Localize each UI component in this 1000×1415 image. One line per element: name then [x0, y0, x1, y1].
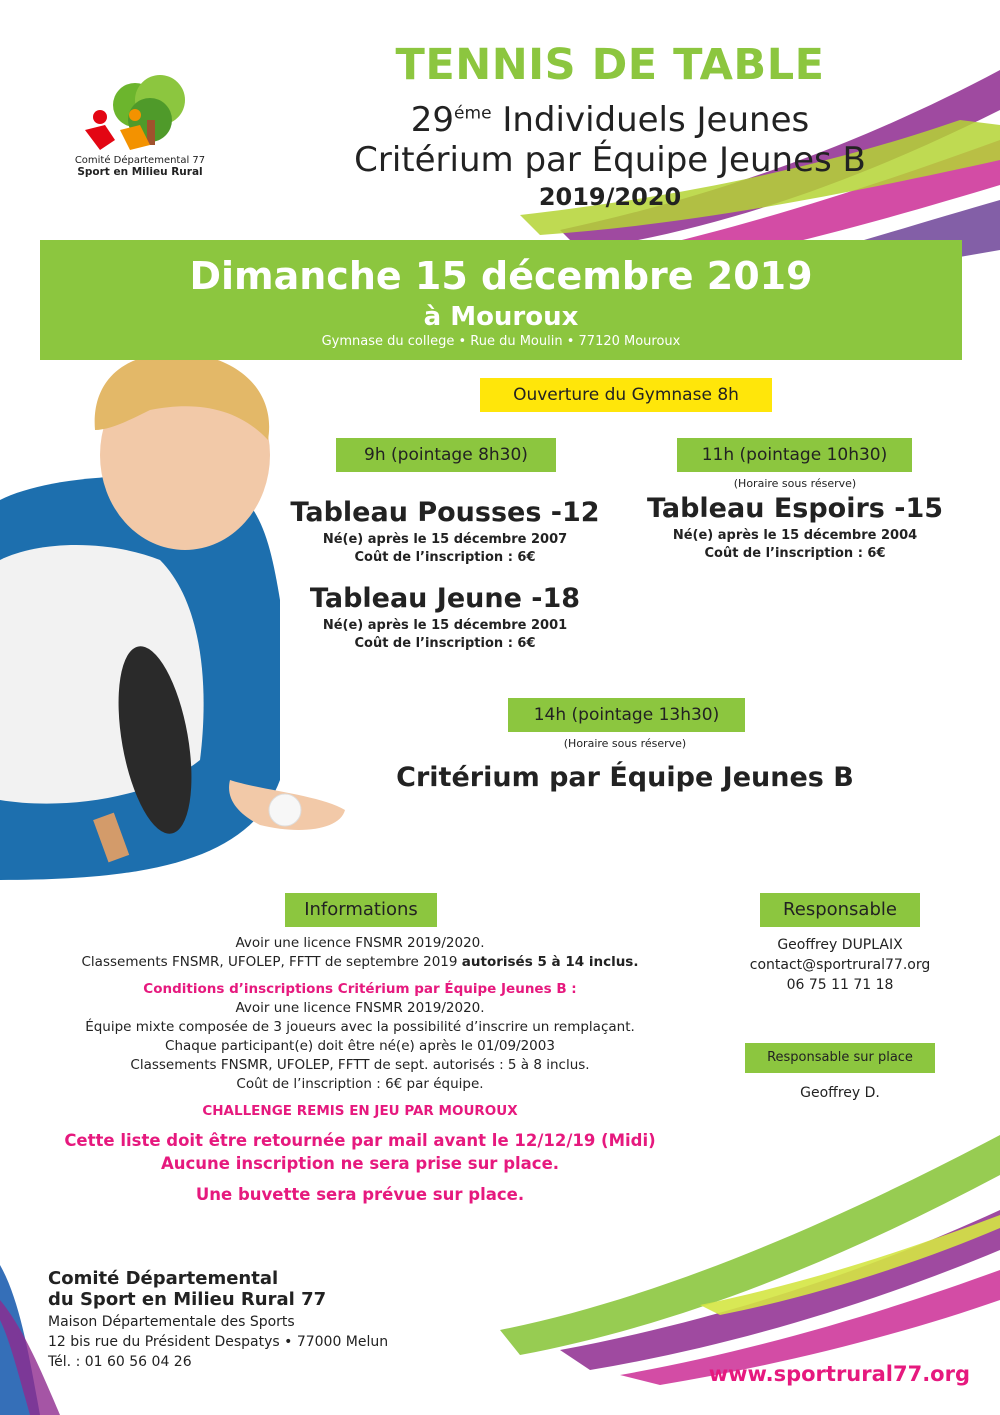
tableau-espoirs-cost: Coût de l’inscription : 6€: [704, 546, 886, 561]
website-link[interactable]: www.sportrural77.org: [708, 1362, 970, 1386]
condition-2: Équipe mixte composée de 3 joueurs avec la possibilité d’inscrire un remplaçant.: [85, 1019, 635, 1035]
onsite-heading: Responsable sur place: [745, 1043, 935, 1073]
subtitle-line1: [300, 100, 920, 140]
logo: [60, 155, 220, 178]
responsable-name: Geoffrey DUPLAIX: [777, 937, 903, 953]
info-line2-text: Classements FNSMR, UFOLEP, FFTT de septembre 2019: [81, 954, 462, 970]
session2-time-badge: 11h (pointage 10h30): [677, 438, 912, 472]
condition-4: Classements FNSMR, UFOLEP, FFTT de sept. autorisés : 5 à 8 inclus.: [130, 1057, 590, 1073]
responsable-email[interactable]: contact@sportrural77.org: [749, 957, 931, 973]
logo-line2: Sport en Milieu Rural: [77, 166, 203, 178]
condition-1: Avoir une licence FNSMR 2019/2020.: [235, 1000, 485, 1016]
opening-badge: Ouverture du Gymnase 8h: [480, 378, 772, 412]
page-title: TENNIS DE TABLE: [395, 40, 825, 90]
date-banner: [40, 240, 962, 360]
subtitle-line2: Critérium par Équipe Jeunes B: [354, 140, 866, 180]
footer-org-line2: du Sport en Milieu Rural 77: [48, 1289, 327, 1310]
info-line1: Avoir une licence FNSMR 2019/2020.: [235, 935, 485, 951]
logo-line1: Comité Départemental 77: [74, 155, 206, 166]
challenge-text: CHALLENGE REMIS EN JEU PAR MOUROUX: [202, 1103, 518, 1119]
event-place: à Mouroux: [423, 302, 579, 332]
onsite-name: Geoffrey D.: [800, 1085, 880, 1101]
notice-no-onsite: Aucune inscription ne sera prise sur place.: [160, 1154, 560, 1173]
tableau-pousses-cost: Coût de l’inscription : 6€: [354, 550, 536, 565]
session1-time-badge: 9h (pointage 8h30): [336, 438, 556, 472]
informations-block: [20, 934, 700, 1206]
tableau-pousses-birth: Né(e) après le 15 décembre 2007: [322, 532, 568, 547]
tableau-pousses-title: Tableau Pousses -12: [290, 497, 600, 528]
tableau-jeune-cost: Coût de l’inscription : 6€: [354, 636, 536, 651]
conditions-heading: Conditions d’inscriptions Critérium par Équipe Jeunes B :: [143, 981, 577, 997]
notice-buvette: Une buvette sera prévue sur place.: [195, 1185, 525, 1204]
responsable-block: [720, 935, 960, 995]
footer-org: [48, 1268, 548, 1372]
event-date: Dimanche 15 décembre 2019: [189, 254, 813, 298]
edition-number: 29: [410, 100, 455, 140]
footer-org-line1: Comité Départemental: [48, 1268, 279, 1289]
tableau-espoirs-title: Tableau Espoirs -15: [646, 493, 944, 524]
footer-address1: Maison Départementale des Sports: [48, 1314, 295, 1330]
edition-suffix: éme: [454, 103, 492, 124]
logo-tree-icon: [85, 75, 185, 150]
criterium-title: Critérium par Équipe Jeunes B: [396, 762, 854, 793]
informations-heading: Informations: [285, 893, 437, 927]
tableau-jeune-birth: Né(e) après le 15 décembre 2001: [322, 618, 568, 633]
player-illustration: [0, 353, 345, 880]
session3-time-badge: 14h (pointage 13h30): [508, 698, 745, 732]
season: 2019/2020: [538, 183, 682, 211]
tableau-espoirs-birth: Né(e) après le 15 décembre 2004: [672, 528, 918, 543]
notice-return: Cette liste doit être retournée par mail avant le 12/12/19 (Midi): [64, 1131, 656, 1150]
footer-address2: 12 bis rue du Président Despatys • 77000 Melun: [48, 1334, 389, 1350]
tableau-jeune-title: Tableau Jeune -18: [309, 583, 581, 614]
footer-tel: Tél. : 01 60 56 04 26: [48, 1354, 192, 1370]
session3-note: (Horaire sous réserve): [563, 737, 687, 750]
info-line2-bold: autorisés 5 à 14 inclus.: [461, 954, 639, 970]
responsable-heading: Responsable: [760, 893, 920, 927]
condition-3: Chaque participant(e) doit être né(e) après le 01/09/2003: [165, 1038, 555, 1054]
subtitle-line1-text: Individuels Jeunes: [491, 100, 810, 140]
session2-note: (Horaire sous réserve): [733, 477, 857, 490]
responsable-phone: 06 75 11 71 18: [786, 977, 894, 993]
info-line2: [20, 953, 700, 972]
condition-5: Coût de l’inscription : 6€ par équipe.: [236, 1076, 484, 1092]
event-address: Gymnase du college • Rue du Moulin • 77120 Mouroux: [321, 334, 681, 349]
